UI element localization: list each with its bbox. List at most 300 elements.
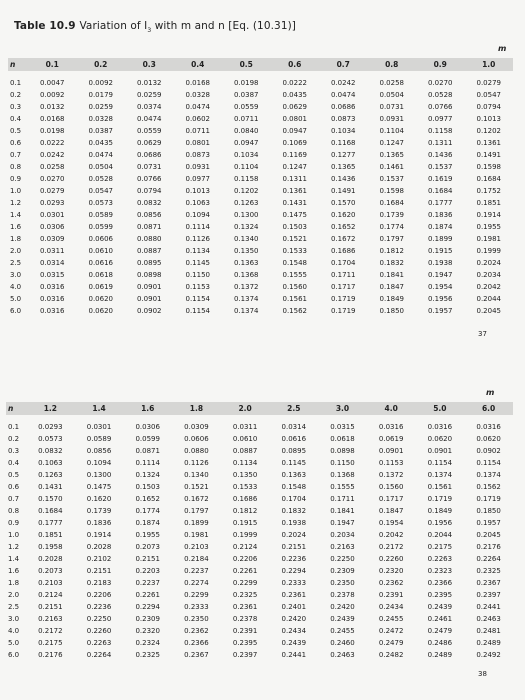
table-cell: 0.2361	[281, 591, 307, 599]
table-cell: 0.1719	[427, 495, 453, 503]
table-cell: 0.2420	[330, 603, 355, 611]
table-cell: 0.0474	[88, 151, 113, 159]
table-row	[8, 281, 513, 293]
table-cell: 0.1145	[281, 459, 307, 467]
table-cell: 0.0618	[88, 271, 113, 279]
table-cell: 0.0619	[378, 435, 404, 443]
table-cell: 0.0599	[135, 435, 160, 443]
table-cell: 0.1533	[282, 247, 307, 255]
n-value: 0.7	[8, 495, 20, 503]
m-column-header: 6.0	[464, 402, 513, 415]
table-cell: 0.0387	[234, 91, 259, 99]
table-cell: 0.2102	[86, 555, 112, 563]
table-cell: 0.0629	[137, 139, 162, 147]
table-cell: 0.2261	[232, 567, 258, 575]
table-cell: 0.0856	[86, 447, 112, 455]
table-cell: 0.2482	[378, 651, 404, 659]
table-cell: 0.1247	[282, 163, 307, 171]
table-cell: 0.1711	[331, 271, 356, 279]
table-cell: 0.1955	[135, 531, 160, 539]
table-cell: 0.1686	[232, 495, 258, 503]
table-cell: 0.1340	[184, 471, 209, 479]
table-cell: 0.1717	[378, 495, 404, 503]
table-cell: 0.2263	[86, 639, 112, 647]
table-cell: 0.1491	[331, 187, 356, 195]
table-cell: 0.1954	[428, 283, 453, 291]
table-cell: 0.0620	[476, 435, 501, 443]
table-cell: 0.2397	[476, 591, 501, 599]
m-column-header: 0.6	[271, 58, 320, 71]
table-row	[6, 421, 513, 433]
table-cell: 0.2325	[476, 567, 501, 575]
table-cell: 0.1475	[282, 211, 307, 219]
n-value: 0.7	[10, 151, 22, 159]
table-cell: 0.2103	[184, 543, 209, 551]
table-cell: 0.2455	[378, 615, 404, 623]
table-cell: 0.2175	[38, 639, 63, 647]
m-column-header: 1.4	[75, 402, 124, 415]
table-cell: 0.1957	[476, 519, 501, 527]
table-cell: 0.1374	[234, 307, 259, 315]
n-header: n	[8, 58, 28, 71]
table-cell: 0.1999	[476, 247, 501, 255]
table-cell: 0.0619	[88, 283, 113, 291]
table-cell: 0.0610	[232, 435, 258, 443]
n-value: 3.0	[8, 615, 20, 623]
table-cell: 0.2176	[38, 651, 63, 659]
table-cell: 0.1915	[232, 519, 258, 527]
table-cell: 0.1561	[427, 483, 453, 491]
table-cell: 0.2260	[378, 555, 404, 563]
table-cell: 0.1598	[476, 163, 501, 171]
table-cell: 0.1521	[184, 483, 209, 491]
table-cell: 0.0504	[88, 163, 113, 171]
table-cell: 0.2367	[184, 651, 209, 659]
table-cell: 0.2362	[378, 579, 404, 587]
table-cell: 0.0947	[234, 139, 259, 147]
table-cell: 0.0840	[234, 127, 259, 135]
table-row	[8, 245, 513, 257]
table-cell: 0.2175	[427, 543, 453, 551]
n-value: 0.6	[10, 139, 22, 147]
table-cell: 0.2299	[184, 591, 209, 599]
table-cell: 0.1561	[282, 295, 307, 303]
table-cell: 0.0901	[378, 447, 404, 455]
n-value: 0.9	[10, 175, 22, 183]
table-cell: 0.0801	[185, 139, 210, 147]
table-cell: 0.1537	[428, 163, 453, 171]
n-value: 2.5	[8, 603, 20, 611]
table-cell: 0.2103	[38, 579, 63, 587]
table-cell: 0.1350	[234, 247, 259, 255]
table-cell: 0.2333	[281, 579, 307, 587]
m-column-header: 0.7	[319, 58, 368, 71]
table-cell: 0.1999	[232, 531, 258, 539]
table-cell: 0.0270	[428, 79, 453, 87]
table-cell: 0.0316	[40, 307, 65, 315]
table-cell: 0.2441	[281, 651, 307, 659]
table-cell: 0.2045	[476, 531, 501, 539]
n-value: 0.3	[8, 447, 20, 455]
table-cell: 0.1361	[282, 187, 307, 195]
table-cell: 0.0547	[476, 91, 501, 99]
table-cell: 0.1491	[476, 151, 501, 159]
table-cell: 0.0258	[379, 79, 404, 87]
table-cell: 0.1739	[379, 211, 404, 219]
table-cell: 0.2236	[86, 603, 112, 611]
table-cell: 0.0871	[137, 223, 162, 231]
m-column-header: 1.6	[123, 402, 172, 415]
table-cell: 0.1340	[234, 235, 259, 243]
table-cell: 0.0599	[88, 223, 113, 231]
table-cell: 0.1365	[331, 163, 356, 171]
table-cell: 0.1620	[86, 495, 112, 503]
table-cell: 0.1368	[330, 471, 355, 479]
n-value: 2.0	[8, 591, 20, 599]
table-cell: 0.2274	[184, 579, 209, 587]
table-cell: 0.0931	[185, 163, 210, 171]
table-cell: 0.1684	[476, 175, 501, 183]
n-value: 0.8	[10, 163, 22, 171]
table-cell: 0.2439	[427, 603, 453, 611]
n-value: 2.5	[10, 259, 22, 267]
table-cell: 0.1914	[86, 531, 112, 539]
table-cell: 0.2492	[476, 651, 501, 659]
table-cell: 0.1104	[234, 163, 259, 171]
m-column-header: 0.8	[368, 58, 417, 71]
table-cell: 0.1475	[86, 483, 112, 491]
table-cell: 0.1263	[38, 471, 63, 479]
table-cell: 0.2325	[135, 651, 160, 659]
table-cell: 0.0314	[40, 259, 65, 267]
table1-m-label: m	[498, 44, 507, 53]
table-cell: 0.2479	[378, 639, 404, 647]
table-cell: 0.0832	[137, 199, 162, 207]
table-cell: 0.0168	[185, 79, 210, 87]
table-cell: 0.0931	[379, 115, 404, 123]
n-value: 1.6	[10, 223, 22, 231]
table-cell: 0.2420	[281, 615, 307, 623]
table-row	[8, 221, 513, 233]
table-cell: 0.1812	[379, 247, 404, 255]
table-cell: 0.1372	[234, 283, 259, 291]
table-cell: 0.0198	[40, 127, 65, 135]
table-cell: 0.1034	[234, 151, 259, 159]
m-column-header: 0.9	[416, 58, 465, 71]
table-cell: 0.0589	[88, 211, 113, 219]
table-cell: 0.1938	[281, 519, 307, 527]
table-cell: 0.1560	[378, 483, 404, 491]
table-cell: 0.2261	[135, 591, 160, 599]
table-cell: 0.0902	[476, 447, 501, 455]
table-row	[8, 305, 513, 317]
n-value: 0.5	[10, 127, 22, 135]
table-cell: 0.1981	[476, 235, 501, 243]
table-cell: 0.1368	[234, 271, 259, 279]
table-cell: 0.0686	[331, 103, 356, 111]
table-cell: 0.0474	[331, 91, 356, 99]
table-cell: 0.0258	[40, 163, 65, 171]
table-cell: 0.0168	[40, 115, 65, 123]
table-row	[8, 161, 513, 173]
table-cell: 0.2439	[281, 639, 307, 647]
n-value: 1.2	[10, 199, 22, 207]
table-cell: 0.1158	[234, 175, 259, 183]
table-cell: 0.2042	[378, 531, 404, 539]
table-cell: 0.0315	[330, 423, 355, 431]
table-cell: 0.1704	[281, 495, 307, 503]
table-cell: 0.1350	[232, 471, 258, 479]
n-value: 1.0	[10, 187, 22, 195]
m-column-header: 5.0	[416, 402, 465, 415]
table-cell: 0.2045	[476, 307, 501, 315]
table-cell: 0.1562	[282, 307, 307, 315]
table-cell: 0.0328	[88, 115, 113, 123]
table-row	[8, 89, 513, 101]
n-value: 3.0	[10, 271, 22, 279]
table-cell: 0.2034	[330, 531, 355, 539]
page-number-37: 37	[478, 330, 487, 338]
table-cell: 0.2350	[330, 579, 355, 587]
table-cell: 0.1598	[379, 187, 404, 195]
table-cell: 0.1774	[135, 507, 160, 515]
table-cell: 0.0606	[88, 235, 113, 243]
m-column-header: 1.2	[26, 402, 75, 415]
table-cell: 0.0901	[137, 295, 162, 303]
table-cell: 0.0547	[88, 187, 113, 195]
table-cell: 0.2237	[184, 567, 209, 575]
table-cell: 0.1154	[185, 295, 210, 303]
m-column-header: 0.1	[28, 58, 77, 71]
table-cell: 0.0387	[88, 127, 113, 135]
table-caption: Variation of $I_3$ with m and n [Eq. (10.31)]	[79, 20, 297, 35]
table-cell: 0.2299	[232, 579, 258, 587]
table-cell: 0.1836	[428, 211, 453, 219]
table-cell: 0.0731	[137, 163, 162, 171]
table-cell: 0.0887	[232, 447, 258, 455]
table-cell: 0.0132	[40, 103, 65, 111]
table-cell: 0.0092	[40, 91, 65, 99]
table-cell: 0.1652	[135, 495, 160, 503]
table-cell: 0.0895	[281, 447, 307, 455]
table-cell: 0.0306	[40, 223, 65, 231]
table-cell: 0.0880	[137, 235, 162, 243]
table-row	[6, 553, 513, 565]
table-cell: 0.1533	[232, 483, 258, 491]
table-cell: 0.0610	[88, 247, 113, 255]
n-value: 6.0	[8, 651, 20, 659]
table-row	[8, 197, 513, 209]
table-cell: 0.1797	[184, 507, 209, 515]
table-cell: 0.1851	[38, 531, 63, 539]
table-cell: 0.2028	[38, 555, 63, 563]
n-value: 4.0	[10, 283, 22, 291]
table-cell: 0.1263	[234, 199, 259, 207]
table-cell: 0.0901	[137, 283, 162, 291]
table-cell: 0.0832	[38, 447, 63, 455]
table-cell: 0.1947	[428, 271, 453, 279]
table-cell: 0.2309	[330, 567, 355, 575]
header-row	[8, 58, 513, 71]
table-cell: 0.1849	[427, 507, 453, 515]
n-value: 0.2	[8, 435, 20, 443]
table-cell: 0.0222	[40, 139, 65, 147]
n-value: 1.6	[8, 567, 20, 575]
n-value: 1.8	[10, 235, 22, 243]
table-cell: 0.1619	[428, 175, 453, 183]
table-cell: 0.1850	[379, 307, 404, 315]
table-cell: 0.0259	[137, 91, 162, 99]
table-cell: 0.2320	[135, 627, 160, 635]
table-cell: 0.2481	[476, 627, 501, 635]
table-row	[8, 185, 513, 197]
table-cell: 0.1114	[185, 223, 210, 231]
table-cell: 0.0316	[427, 423, 453, 431]
table-cell: 0.1277	[331, 151, 356, 159]
table-cell: 0.2455	[330, 627, 355, 635]
table-cell: 0.1461	[379, 163, 404, 171]
table-cell: 0.1570	[38, 495, 63, 503]
table-cell: 0.1774	[379, 223, 404, 231]
table-cell: 0.2378	[330, 591, 355, 599]
table-cell: 0.2237	[135, 579, 160, 587]
table-cell: 0.2460	[330, 639, 355, 647]
table-row	[8, 257, 513, 269]
table-cell: 0.0620	[427, 435, 453, 443]
table-cell: 0.2489	[427, 651, 453, 659]
table-cell: 0.0620	[88, 307, 113, 315]
table-cell: 0.2325	[232, 591, 258, 599]
table-cell: 0.1938	[428, 259, 453, 267]
n-value: 0.8	[8, 507, 20, 515]
table-cell: 0.1717	[331, 283, 356, 291]
page-number-38: 38	[478, 670, 487, 678]
table-cell: 0.1957	[428, 307, 453, 315]
n-value: 0.5	[8, 471, 20, 479]
table-cell: 0.2151	[281, 543, 307, 551]
table-cell: 0.1719	[476, 495, 501, 503]
table-cell: 0.1812	[232, 507, 258, 515]
table-cell: 0.0573	[38, 435, 63, 443]
table-cell: 0.0528	[428, 91, 453, 99]
table-row	[6, 469, 513, 481]
table-cell: 0.1560	[282, 283, 307, 291]
table-cell: 0.2024	[281, 531, 307, 539]
table-cell: 0.0902	[137, 307, 162, 315]
table-cell: 0.2163	[330, 543, 355, 551]
table-cell: 0.0474	[185, 103, 210, 111]
table-cell: 0.0316	[40, 295, 65, 303]
table-cell: 0.1503	[282, 223, 307, 231]
table-cell: 0.0629	[282, 103, 307, 111]
table-cell: 0.2324	[135, 639, 160, 647]
table-cell: 0.2472	[378, 627, 404, 635]
table-cell: 0.1311	[282, 175, 307, 183]
table-cell: 0.1849	[379, 295, 404, 303]
table-cell: 0.0573	[88, 199, 113, 207]
table-cell: 0.1134	[232, 459, 258, 467]
n-value: 0.1	[10, 79, 22, 87]
table-row	[8, 233, 513, 245]
table-cell: 0.0092	[88, 79, 113, 87]
table-cell: 0.2073	[135, 543, 160, 551]
table-cell: 0.0311	[232, 423, 258, 431]
n-value: 0.2	[10, 91, 22, 99]
table-row	[8, 113, 513, 125]
table-cell: 0.1063	[38, 459, 63, 467]
table-cell: 0.1850	[476, 507, 501, 515]
table-cell: 0.0977	[185, 175, 210, 183]
table-row	[8, 209, 513, 221]
table-cell: 0.2034	[476, 271, 501, 279]
table-cell: 0.1947	[330, 519, 355, 527]
n-value: 0.6	[8, 483, 20, 491]
table-cell: 0.1548	[281, 483, 307, 491]
table-row	[8, 125, 513, 137]
table-cell: 0.0871	[135, 447, 160, 455]
table-cell: 0.1684	[38, 507, 63, 515]
table-cell: 0.0602	[185, 115, 210, 123]
table-cell: 0.2073	[38, 567, 63, 575]
table-cell: 0.2176	[476, 543, 501, 551]
table-cell: 0.0047	[40, 79, 65, 87]
table-cell: 0.1436	[428, 151, 453, 159]
table-row	[6, 541, 513, 553]
header-row	[6, 402, 513, 415]
table-cell: 0.1104	[379, 127, 404, 135]
table-cell: 0.1777	[428, 199, 453, 207]
table-cell: 0.1652	[331, 223, 356, 231]
table-cell: 0.0316	[40, 283, 65, 291]
table-cell: 0.0898	[330, 447, 355, 455]
m-column-header: 1.8	[172, 402, 221, 415]
table-cell: 0.2028	[86, 543, 112, 551]
table-cell: 0.0435	[282, 91, 307, 99]
table-cell: 0.1672	[184, 495, 209, 503]
n-value: 0.1	[8, 423, 20, 431]
table-cell: 0.0766	[137, 175, 162, 183]
table-cell: 0.1958	[38, 543, 63, 551]
table-cell: 0.1955	[476, 223, 501, 231]
table-cell: 0.0132	[137, 79, 162, 87]
table-cell: 0.2361	[232, 603, 258, 611]
table-cell: 0.0293	[40, 199, 65, 207]
table-cell: 0.2395	[427, 591, 453, 599]
table-cell: 0.0559	[137, 127, 162, 135]
table-cell: 0.1521	[282, 235, 307, 243]
table-cell: 0.1169	[282, 151, 307, 159]
table-cell: 0.1202	[476, 127, 501, 135]
table-cell: 0.1134	[185, 247, 210, 255]
table-cell: 0.1154	[476, 459, 501, 467]
table-cell: 0.1537	[379, 175, 404, 183]
table-cell: 0.2151	[86, 567, 112, 575]
table-cell: 0.0766	[428, 103, 453, 111]
table-cell: 0.0270	[40, 175, 65, 183]
table-cell: 0.0731	[379, 103, 404, 111]
table-cell: 0.0873	[331, 115, 356, 123]
table-cell: 0.2434	[281, 627, 307, 635]
table-cell: 0.1874	[135, 519, 160, 527]
table-cell: 0.2250	[86, 615, 112, 623]
table-row	[8, 149, 513, 161]
table-cell: 0.1704	[331, 259, 356, 267]
table-cell: 0.0301	[40, 211, 65, 219]
table-cell: 0.0309	[40, 235, 65, 243]
m-column-header: 0.3	[125, 58, 174, 71]
n-header: n	[6, 402, 26, 415]
table-cell: 0.1069	[282, 139, 307, 147]
